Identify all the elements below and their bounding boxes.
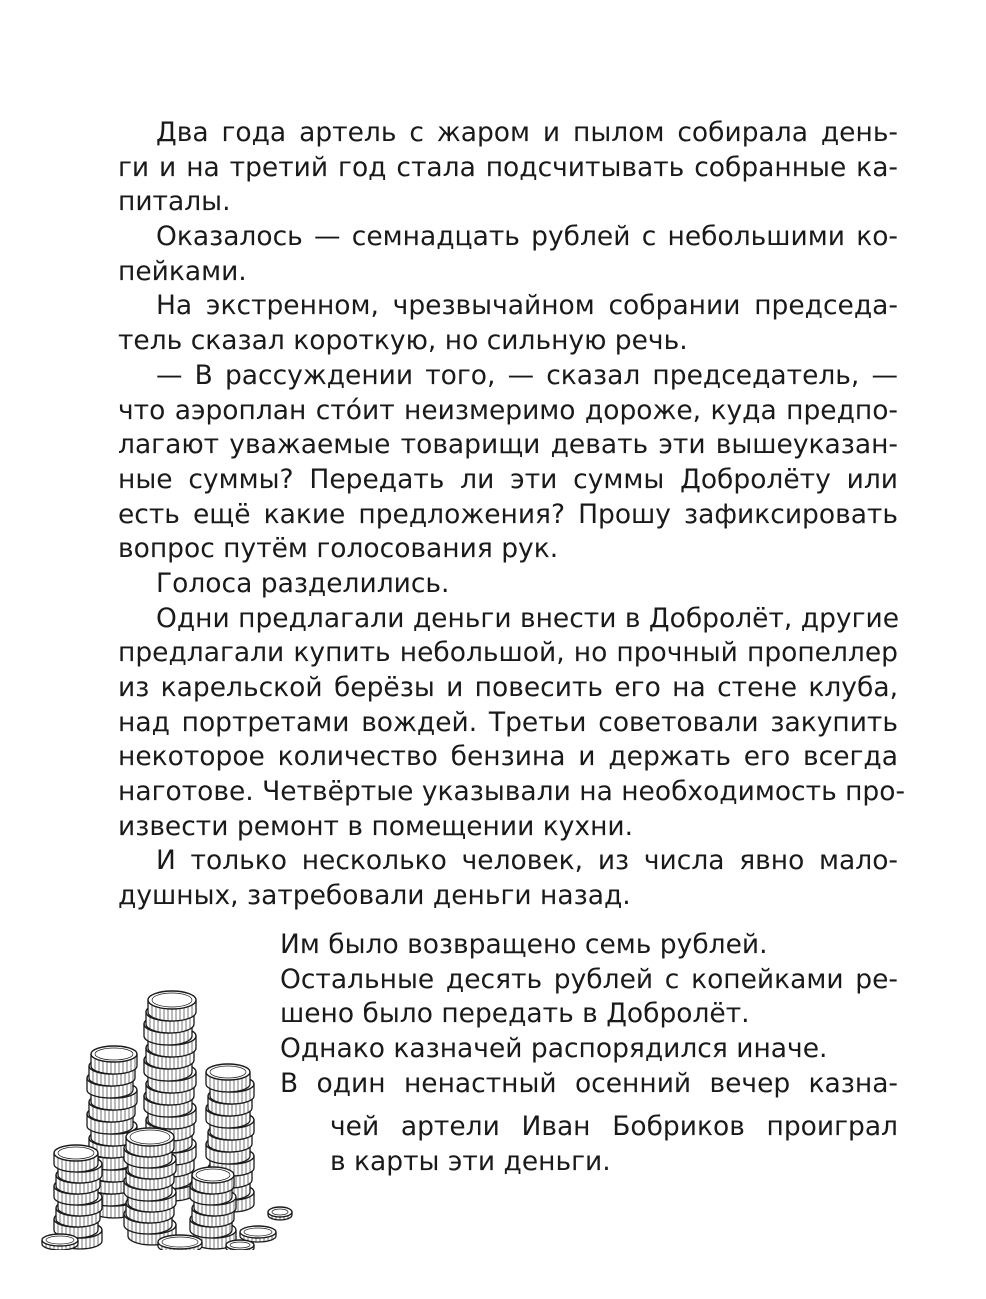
text-line: душных, затребовали деньги назад.	[118, 880, 631, 912]
text-line: чей артели Иван Бобриков проиграл	[330, 1111, 898, 1142]
text-line: есть ещё какие предложения? Прошу зафиксировать	[118, 498, 898, 530]
text-line: ные суммы? Передать ли эти суммы Добролёту или	[118, 463, 898, 495]
coin	[91, 1046, 137, 1074]
tail-text	[330, 1110, 898, 1179]
text-line: шено было передать в Добролёт.	[280, 998, 750, 1030]
wrapped-text	[280, 928, 898, 1101]
coin	[42, 1234, 78, 1250]
coin	[148, 991, 196, 1021]
coin	[268, 1207, 292, 1220]
text-line: И только несколько человек, из числа явно мало-	[156, 845, 898, 877]
coin	[126, 1128, 174, 1157]
coin	[240, 1226, 276, 1242]
coin-stack-illustration	[30, 930, 295, 1250]
text-line: лагают уважаемые товарищи девать эти вышеуказан-	[118, 429, 898, 461]
coin	[158, 1235, 202, 1250]
text-line: из карельской берёзы и повесить его на стене клуба,	[118, 672, 898, 703]
text-line: Оказалось — семнадцать рублей с небольшими ко-	[156, 221, 898, 253]
coin	[54, 1145, 98, 1172]
text-line: извести ремонт в помещении кухни.	[118, 810, 634, 842]
text-line: Два года артель с жаром и пылом собирала день-	[156, 117, 898, 148]
text-line: На экстренном, чрезвычайном собрании председа-	[156, 290, 898, 322]
text-line: В один ненастный осенний вечер казна-	[280, 1067, 898, 1099]
text-line: Однако казначей распорядился иначе.	[280, 1033, 828, 1065]
text-line: вопрос путём голосования рук.	[118, 533, 559, 565]
text-line: Одни предлагали деньги внести в Добролёт, другие	[156, 602, 900, 634]
text-line: — В рассуждении того, — сказал председатель, —	[156, 359, 898, 391]
coin	[206, 1064, 250, 1092]
coin	[226, 1240, 254, 1250]
text-line: над портретами вождей. Третьи советовали закупить	[118, 706, 898, 738]
main-text	[118, 116, 906, 914]
text-line: в карты эти деньги.	[330, 1145, 611, 1177]
text-line: наготове. Четвёртые указывали на необходимость про-	[118, 776, 906, 808]
text-line: что аэроплан сто́ит неизмеримо дороже, куда предпо-	[118, 394, 898, 426]
text-line: Им было возвращено семь рублей.	[280, 929, 768, 960]
text-line: питалы.	[118, 186, 231, 218]
text-line: предлагали купить небольшой, но прочный пропеллер	[118, 637, 898, 669]
text-line: Голоса разделились.	[156, 567, 450, 599]
text-line: Остальные десять рублей с копейками ре-	[280, 963, 898, 995]
text-line: некоторое количество бензина и держать его всегда	[118, 741, 898, 773]
text-line: тель сказал короткую, но сильную речь.	[118, 325, 688, 357]
text-line: ги и на третий год стала подсчитывать собранные ка-	[118, 151, 898, 183]
text-line: пейками.	[118, 255, 247, 287]
coin	[192, 1167, 234, 1194]
